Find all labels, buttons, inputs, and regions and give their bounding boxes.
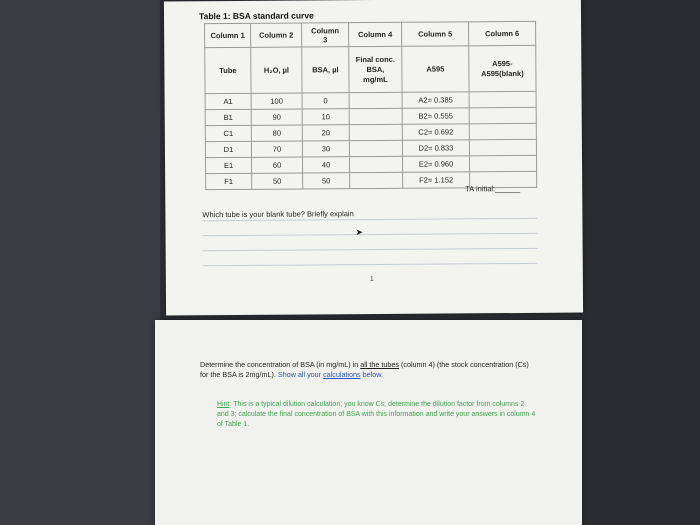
mouse-cursor-icon: ➤ [355, 227, 364, 238]
header-column-6: Column 6 [469, 21, 536, 45]
cell-a595: A2= 0.385 [402, 92, 469, 108]
cell-final-conc[interactable] [349, 108, 402, 124]
background-right [580, 0, 700, 525]
cell-a595: D2= 0.833 [402, 140, 469, 156]
determine-instructions [200, 360, 530, 380]
cell-a595-blank[interactable] [469, 107, 536, 123]
blank-tube-question: Which tube is your blank tube? Briefly explain [202, 209, 354, 220]
cell-a595: E2= 0.960 [402, 156, 469, 172]
table-title: Table 1: BSA standard curve [198, 10, 314, 22]
answer-line[interactable] [203, 248, 538, 251]
cell-tube: F1 [206, 173, 252, 189]
cell-bsa: 40 [302, 157, 349, 173]
header-a595-blank: A595- A595(blank) [469, 45, 536, 91]
header-column-4: Column 4 [349, 22, 402, 46]
header-tube: Tube [205, 47, 251, 93]
cell-tube: A1 [205, 93, 251, 109]
cell-a595: B2= 0.555 [402, 108, 469, 124]
cell-bsa: 50 [303, 173, 350, 189]
cell-final-conc[interactable] [349, 156, 402, 172]
determine-text-2: (column 4) (the stock concentration (Cs) for the BSA is 2mg/mL). [200, 360, 529, 379]
cell-tube: D1 [205, 141, 251, 157]
header-h2o: H₂O, µl [251, 47, 302, 93]
header-final-conc: Final conc. BSA, mg/mL [349, 46, 402, 92]
cell-bsa: 0 [302, 93, 349, 109]
hint-text [217, 400, 537, 430]
cell-h2o: 80 [251, 125, 302, 141]
cell-a595: F2= 1.152 [403, 172, 470, 188]
table-header-row-columns [205, 21, 536, 47]
table-header-row-labels [205, 45, 536, 93]
cell-tube: E1 [206, 157, 252, 173]
cell-a595: C2= 0.692 [402, 124, 469, 140]
cell-bsa: 10 [302, 109, 349, 125]
ta-initial-field: TA initial:______ [465, 183, 521, 194]
cell-a595-blank[interactable] [469, 155, 536, 171]
header-column-2: Column 2 [251, 23, 302, 47]
cell-h2o: 60 [251, 157, 302, 173]
page-number: 1 [369, 276, 374, 284]
answer-line[interactable] [203, 233, 538, 236]
header-column-5: Column 5 [402, 22, 469, 46]
header-a595: A595 [402, 46, 469, 92]
cell-a595-blank[interactable] [469, 139, 536, 155]
answer-line[interactable] [203, 263, 538, 266]
cell-h2o: 100 [251, 93, 302, 109]
header-bsa: BSA, µl [302, 47, 349, 93]
determine-text-all-tubes: all the tubes [360, 360, 399, 369]
determine-text-below: below. [360, 370, 384, 379]
cell-final-conc[interactable] [350, 172, 403, 188]
hint-label: Hint [217, 401, 230, 408]
cell-final-conc[interactable] [349, 140, 402, 156]
cell-tube: B1 [205, 109, 251, 125]
header-column-3: Column 3 [302, 23, 349, 47]
cell-bsa: 20 [302, 125, 349, 141]
cell-a595-blank[interactable] [469, 123, 536, 139]
cell-h2o: 50 [252, 173, 303, 189]
determine-text-show: Show all your [277, 370, 324, 379]
cell-tube: C1 [205, 125, 251, 141]
determine-text-calculations: calculations [323, 370, 361, 379]
cell-a595-blank[interactable] [469, 91, 536, 107]
worksheet-page-2 [155, 320, 582, 525]
background-left [0, 0, 160, 525]
determine-text-1: Determine the concentration of BSA (in mg/mL) in [200, 360, 361, 369]
cell-h2o: 90 [251, 109, 302, 125]
hint-body: : This is a typical dilution calculation; you know Cs; determine the dilution factor from columns 2 and 3; calculate the final concentration of BSA with this information and write your answers in column 4 of Table 1. [217, 401, 536, 428]
cell-bsa: 30 [302, 141, 349, 157]
header-column-1: Column 1 [205, 23, 251, 47]
worksheet-page-1 [164, 0, 583, 315]
cell-final-conc[interactable] [349, 92, 402, 108]
bsa-standard-curve-table [204, 21, 537, 190]
cell-h2o: 70 [251, 141, 302, 157]
cell-final-conc[interactable] [349, 124, 402, 140]
